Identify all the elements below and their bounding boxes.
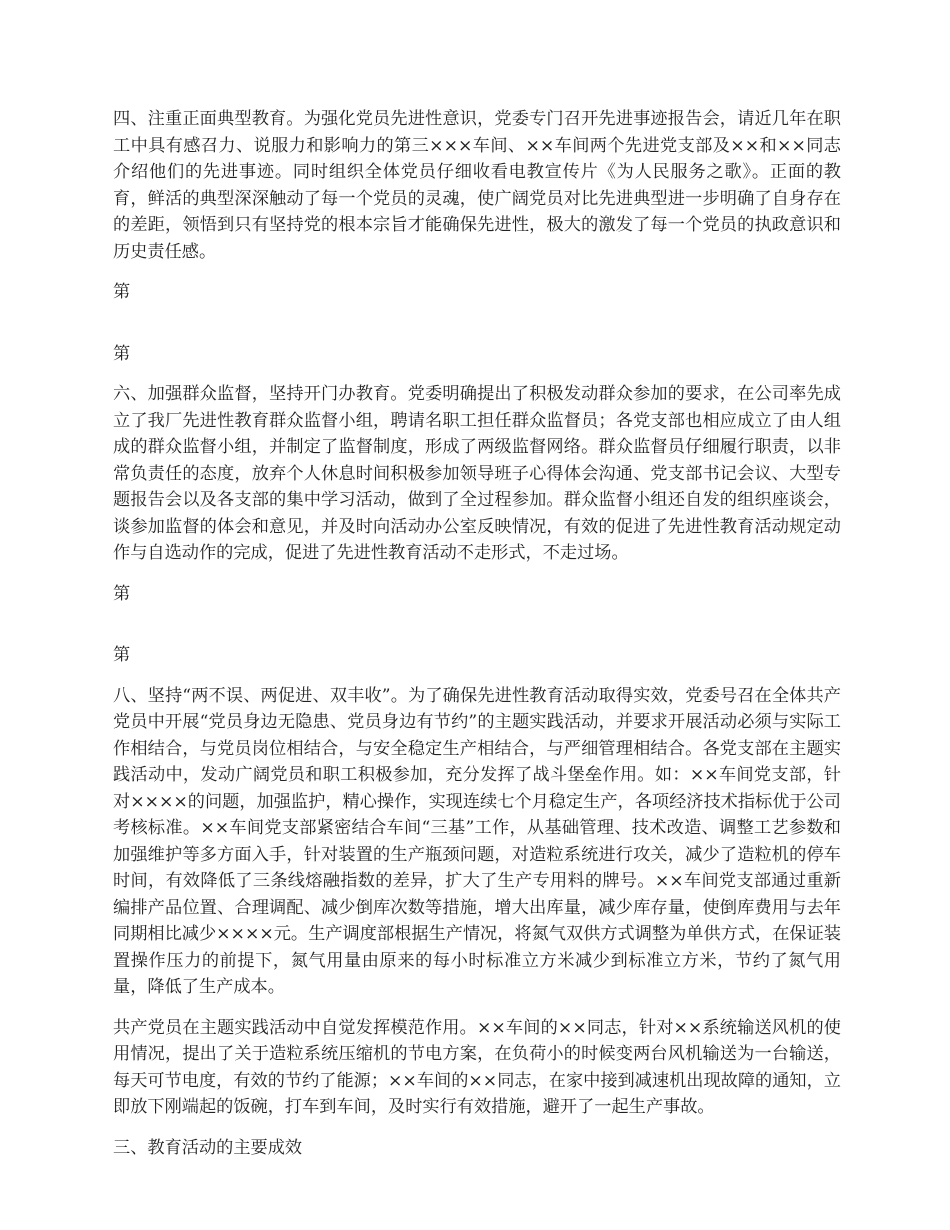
section-stub: 第 [113, 343, 131, 364]
paragraph-positive-example-education: 四、注重正面典型教育。为强化党员先进性意识，党委专门召开先进事迹报告会，请近几年在职工中具有感召力、说服力和影响力的第三×××车间、××车间两个先进党支部及××和××同志介绍他们的先进事迹。同时组织全体党员仔细收看电教宣传片《为人民服务之歌》。正面的教育，鲜活的典型深深触动了每一个党员的灵魂，使广阔党员对比先进典型进一步明确了自身存在的差距，领悟到只有坚持党的根本宗旨才能确保先进性，极大的激发了每一个党员的执政意识和历史责任感。 [113, 109, 841, 262]
paragraph-mass-supervision: 六、加强群众监督，坚持开门办教育。党委明确提出了积极发动群众参加的要求，在公司率先成立了我厂先进性教育群众监督小组，聘请名职工担任群众监督员；各党支部也相应成立了由人组成的群众监督小组，并制定了监督制度，形成了两级监督网络。群众监督员仔细履行职责，以非常负责任的态度，放弃个人休息时间积极参加领导班子心得体会沟通、党支部书记会议、大型专题报告会以及各支部的集中学习活动，做到了全过程参加。群众监督小组还自发的组织座谈会，谈参加监督的体会和意见，并及时向活动办公室反映情况，有效的促进了先进性教育活动规定动作与自选动作的完成，促进了先进性教育活动不走形式，不走过场。 [113, 384, 841, 563]
paragraph-party-member-role-model: 共产党员在主题实践活动中自觉发挥模范作用。××车间的××同志，针对××系统输送风机的使用情况，提出了关于造粒系统压缩机的节电方案，在负荷小的时候变两台风机输送为一台输送，每天可节电度，有效的节约了能源；××车间的××同志，在家中接到减速机出现故障的通知，立即放下刚端起的饭碗，打车到车间，及时实行有效措施，避开了一起生产事故。 [113, 1017, 841, 1117]
section-stub: 第 [113, 583, 131, 604]
section-heading-main-results: 三、教育活动的主要成效 [113, 1137, 303, 1158]
spacer [113, 607, 841, 642]
section-stub: 第 [113, 645, 131, 665]
document-page [113, 106, 841, 1175]
section-stub: 第 [113, 282, 131, 302]
spacer [113, 306, 841, 341]
paragraph-two-promotions: 八、坚持“两不误、两促进、双丰收”。为了确保先进性教育活动取得实效，党委号召在全体共产党员中开展“党员身边无隐患、党员身边有节约”的主题实践活动，并要求开展活动必须与实际工作相结合，与党员岗位相结合，与安全稳定生产相结合，与严细管理相结合。各党支部在主题实践活动中，发动广阔党员和职工积极参加，充分发挥了战斗堡垒作用。如：××车间党支部，针对××××的问题，加强监护，精心操作，实现连续七个月稳定生产，各项经济技术指标优于公司考核标准。××车间党支部紧密结合车间“三基”工作，从基础管理、技术改造、调整工艺参数和加强维护等多方面入手，针对装置的生产瓶颈问题，对造粒系统进行攻关，减少了造粒机的停车时间，有效降低了三条线熔融指数的差异，扩大了生产专用料的牌号。××车间党支部通过重新编排产品位置、合理调配、减少倒库次数等措施，增大出库量，减少库存量，使倒库费用与去年同期相比减少××××元。生产调度部根据生产情况，将氮气双供方式调整为单供方式，在保证装置操作压力的前提下，氮气用量由原来的每小时标准立方米减少到标准立方米，节约了氮气用量，降低了生产成本。 [113, 685, 841, 997]
spacer [113, 669, 841, 683]
spacer [113, 367, 841, 381]
